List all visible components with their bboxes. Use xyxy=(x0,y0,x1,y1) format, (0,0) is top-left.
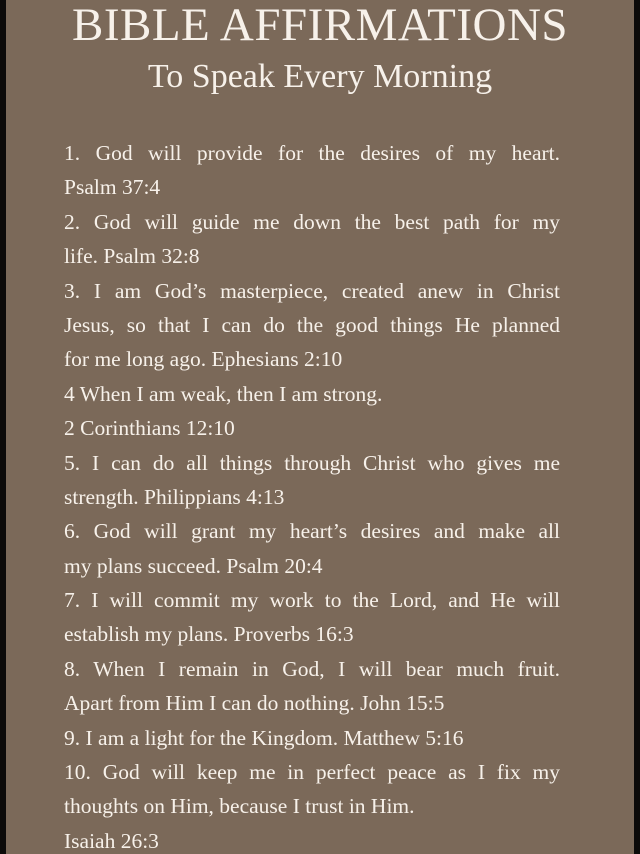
affirmation-item-10 xyxy=(64,755,560,854)
affirmation-line: 6. God will grant my heart’s desires and make all xyxy=(64,519,560,544)
affirmation-line: life. Psalm 32:8 xyxy=(64,244,200,269)
affirmation-item-5 xyxy=(64,446,560,515)
affirmation-line: my plans succeed. Psalm 20:4 xyxy=(64,553,323,578)
affirmation-line: 8. When I remain in God, I will bear much fruit. xyxy=(64,656,560,681)
affirmation-line: thoughts on Him, because I trust in Him. xyxy=(64,794,415,819)
affirmation-line: Jesus, so that I can do the good things He planned xyxy=(64,312,560,337)
affirmation-item-6 xyxy=(64,514,560,583)
page-subtitle: To Speak Every Morning xyxy=(147,58,493,95)
affirmation-item-9 xyxy=(64,721,560,755)
affirmation-list xyxy=(64,136,560,854)
affirmation-item-2 xyxy=(64,205,560,274)
affirmation-item-4 xyxy=(64,377,560,446)
affirmation-line: 7. I will commit my work to the Lord, and He will xyxy=(64,588,560,613)
affirmation-item-3 xyxy=(64,274,560,377)
affirmation-item-7 xyxy=(64,583,560,652)
affirmation-line: 2 Corinthians 12:10 xyxy=(64,416,235,441)
affirmation-line: for me long ago. Ephesians 2:10 xyxy=(64,347,343,372)
affirmation-line: 5. I can do all things through Christ who gives me xyxy=(64,450,560,475)
affirmation-line: strength. Philippians 4:13 xyxy=(64,484,285,509)
page-title: BIBLE AFFIRMATIONS xyxy=(71,0,569,51)
affirmation-line: Psalm 37:4 xyxy=(64,175,161,200)
affirmation-line: 2. God will guide me down the best path for my xyxy=(64,209,560,234)
affirmation-item-1 xyxy=(64,136,560,205)
affirmation-line: Apart from Him I can do nothing. John 15:5 xyxy=(64,691,445,716)
affirmation-line: 1. God will provide for the desires of my heart. xyxy=(64,141,560,165)
affirmation-item-8 xyxy=(64,652,560,721)
affirmation-line: establish my plans. Proverbs 16:3 xyxy=(64,622,354,647)
affirmation-line: 4 When I am weak, then I am strong. xyxy=(64,381,383,406)
affirmations-card xyxy=(6,0,634,854)
affirmation-line: 10. God will keep me in perfect peace as I fix my xyxy=(64,760,560,785)
affirmation-line: 3. I am God’s masterpiece, created anew in Christ xyxy=(64,278,560,303)
affirmation-line: 9. I am a light for the Kingdom. Matthew 5:16 xyxy=(64,725,464,750)
affirmation-line: Isaiah 26:3 xyxy=(64,828,159,853)
